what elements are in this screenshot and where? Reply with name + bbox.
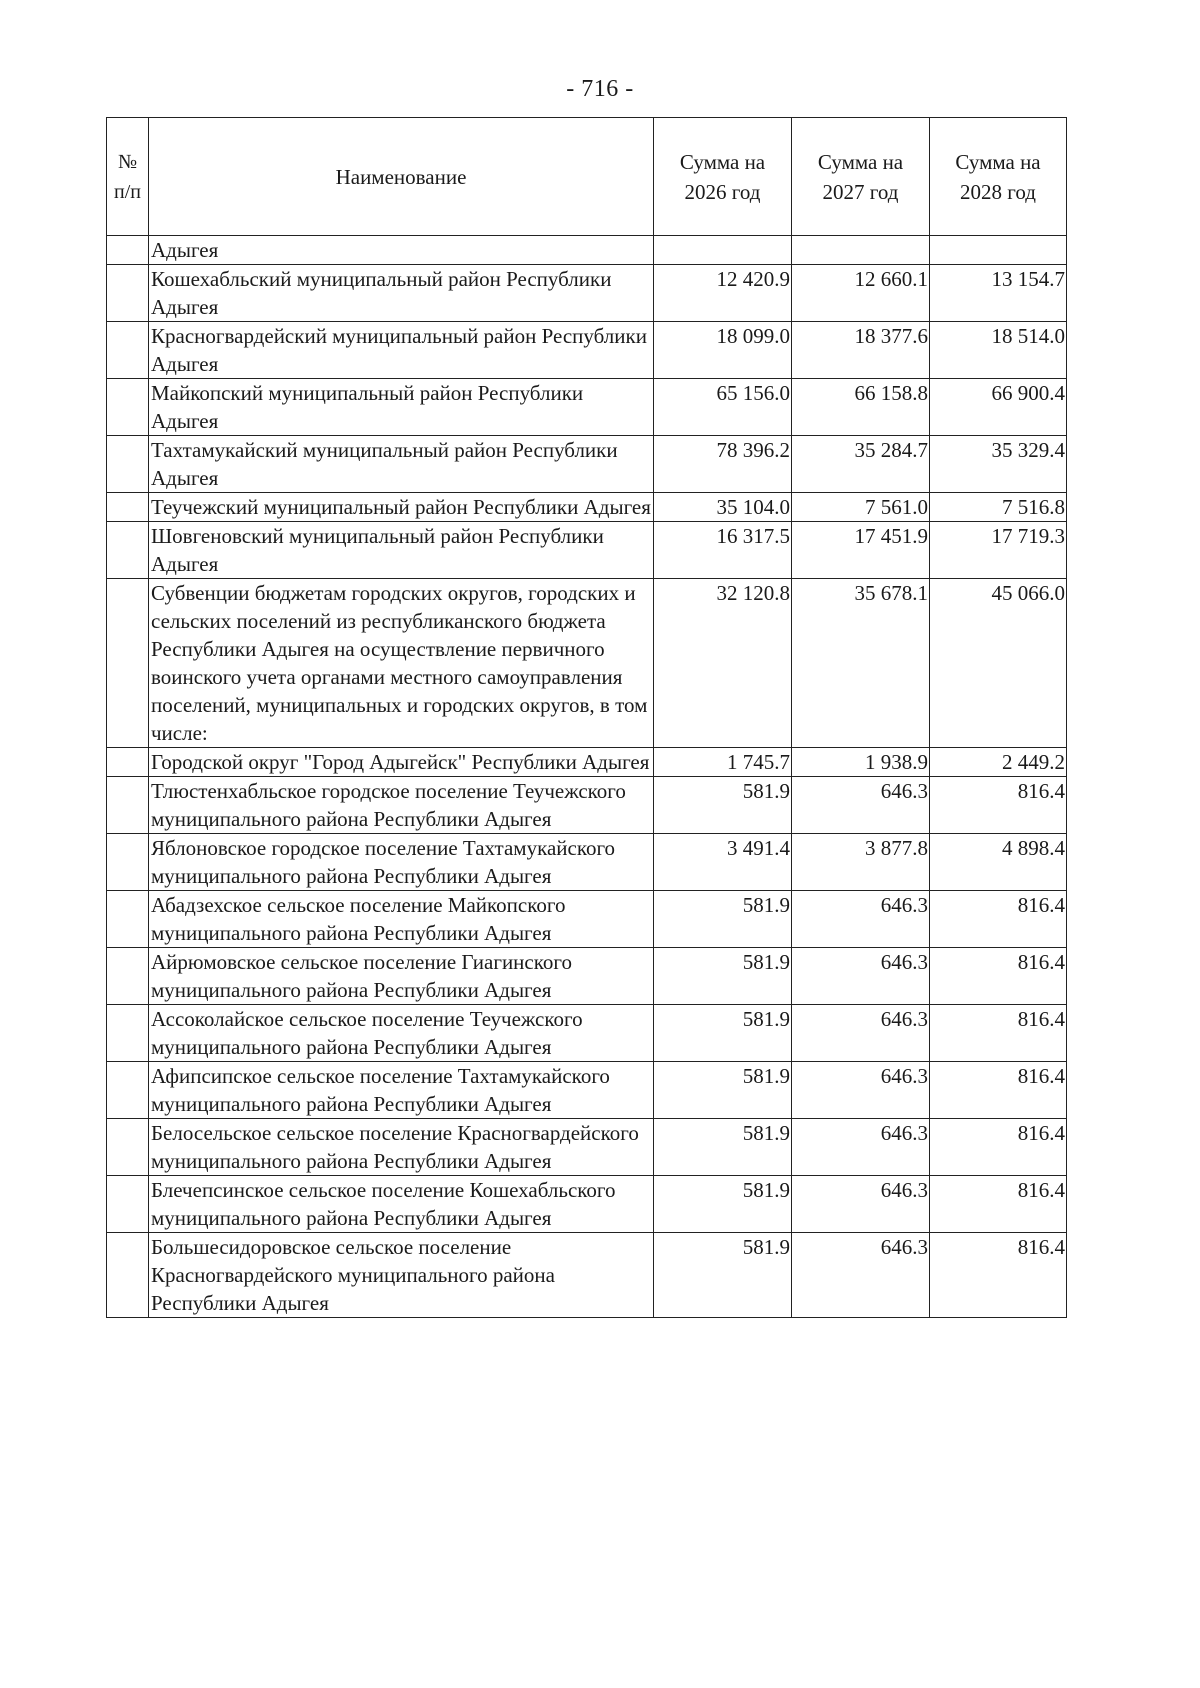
row-sum-2026: 581.9: [654, 1176, 792, 1233]
row-sum-2027: 646.3: [792, 1005, 930, 1062]
row-name: Субвенции бюджетам городских округов, городских и сельских поселений из республиканского бюджета Республики Адыгея на осуществление первичного воинского учета органами местного самоуправления поселений, муниципальных и городских округов, в том числе:: [149, 579, 654, 748]
row-number: [107, 948, 149, 1005]
row-number: [107, 436, 149, 493]
row-sum-2026: 581.9: [654, 1233, 792, 1318]
row-sum-2026: [654, 236, 792, 265]
table-row: [107, 834, 1067, 891]
row-sum-2027: 1 938.9: [792, 748, 930, 777]
table-row: [107, 1005, 1067, 1062]
row-sum-2026: 18 099.0: [654, 322, 792, 379]
row-name: Кошехабльский муниципальный район Республики Адыгея: [149, 265, 654, 322]
row-sum-2027: 18 377.6: [792, 322, 930, 379]
row-sum-2028: 816.4: [930, 1005, 1067, 1062]
table-row: [107, 1062, 1067, 1119]
table-row: [107, 236, 1067, 265]
row-number: [107, 1233, 149, 1318]
row-sum-2026: 16 317.5: [654, 522, 792, 579]
row-name: Городской округ "Город Адыгейск" Республики Адыгея: [149, 748, 654, 777]
table-row: [107, 1176, 1067, 1233]
row-number: [107, 379, 149, 436]
row-sum-2027: 7 561.0: [792, 493, 930, 522]
row-sum-2026: 3 491.4: [654, 834, 792, 891]
table-row: [107, 1119, 1067, 1176]
row-name: Майкопский муниципальный район Республики Адыгея: [149, 379, 654, 436]
table-row: [107, 436, 1067, 493]
row-name: Теучежский муниципальный район Республики Адыгея: [149, 493, 654, 522]
header-num: № п/п: [107, 118, 149, 236]
row-name: Афипсипское сельское поселение Тахтамукайского муниципального района Республики Адыгея: [149, 1062, 654, 1119]
table-row: [107, 265, 1067, 322]
table-row: [107, 579, 1067, 748]
row-sum-2026: 65 156.0: [654, 379, 792, 436]
row-sum-2026: 32 120.8: [654, 579, 792, 748]
row-name: Блечепсинское сельское поселение Кошехабльского муниципального района Республики Адыгея: [149, 1176, 654, 1233]
row-sum-2026: 581.9: [654, 777, 792, 834]
row-name: Белосельское сельское поселение Красногвардейского муниципального района Республики Адыгея: [149, 1119, 654, 1176]
row-sum-2026: 581.9: [654, 891, 792, 948]
table-row: [107, 891, 1067, 948]
row-number: [107, 322, 149, 379]
row-sum-2026: 78 396.2: [654, 436, 792, 493]
row-sum-2028: 17 719.3: [930, 522, 1067, 579]
row-sum-2027: 646.3: [792, 948, 930, 1005]
row-number: [107, 265, 149, 322]
header-sum-2026: Сумма на 2026 год: [654, 118, 792, 236]
header-name: Наименование: [149, 118, 654, 236]
row-sum-2026: 1 745.7: [654, 748, 792, 777]
row-sum-2027: 35 678.1: [792, 579, 930, 748]
row-sum-2027: [792, 236, 930, 265]
row-sum-2027: 66 158.8: [792, 379, 930, 436]
row-sum-2028: 816.4: [930, 777, 1067, 834]
row-sum-2028: 816.4: [930, 1062, 1067, 1119]
row-sum-2026: 581.9: [654, 948, 792, 1005]
row-sum-2028: 35 329.4: [930, 436, 1067, 493]
row-number: [107, 1176, 149, 1233]
row-name: Яблоновское городское поселение Тахтамукайского муниципального района Республики Адыгея: [149, 834, 654, 891]
row-number: [107, 522, 149, 579]
row-sum-2028: 816.4: [930, 1233, 1067, 1318]
row-sum-2027: 646.3: [792, 1176, 930, 1233]
row-sum-2028: 2 449.2: [930, 748, 1067, 777]
row-name: Тахтамукайский муниципальный район Республики Адыгея: [149, 436, 654, 493]
row-sum-2026: 581.9: [654, 1062, 792, 1119]
row-sum-2027: 646.3: [792, 777, 930, 834]
table-body: [107, 236, 1067, 1318]
row-sum-2027: 3 877.8: [792, 834, 930, 891]
header-sum-2027: Сумма на 2027 год: [792, 118, 930, 236]
row-sum-2028: 18 514.0: [930, 322, 1067, 379]
row-name: Красногвардейский муниципальный район Республики Адыгея: [149, 322, 654, 379]
row-sum-2028: [930, 236, 1067, 265]
header-row: [107, 118, 1067, 236]
table-row: [107, 948, 1067, 1005]
row-sum-2028: 66 900.4: [930, 379, 1067, 436]
page-number: - 716 -: [566, 76, 634, 102]
row-number: [107, 777, 149, 834]
table-row: [107, 379, 1067, 436]
row-number: [107, 1119, 149, 1176]
table-row: [107, 748, 1067, 777]
row-sum-2027: 646.3: [792, 891, 930, 948]
table-row: [107, 493, 1067, 522]
row-name: Тлюстенхабльское городское поселение Теучежского муниципального района Республики Адыгея: [149, 777, 654, 834]
row-number: [107, 891, 149, 948]
row-sum-2028: 816.4: [930, 1176, 1067, 1233]
row-sum-2028: 816.4: [930, 948, 1067, 1005]
row-sum-2027: 646.3: [792, 1233, 930, 1318]
row-sum-2028: 4 898.4: [930, 834, 1067, 891]
row-name: Абадзехское сельское поселение Майкопского муниципального района Республики Адыгея: [149, 891, 654, 948]
row-name: Шовгеновский муниципальный район Республики Адыгея: [149, 522, 654, 579]
table-header: [107, 118, 1067, 236]
budget-table: [106, 117, 1067, 1318]
row-sum-2028: 816.4: [930, 891, 1067, 948]
row-number: [107, 579, 149, 748]
row-number: [107, 236, 149, 265]
row-number: [107, 834, 149, 891]
row-sum-2026: 581.9: [654, 1119, 792, 1176]
row-sum-2027: 17 451.9: [792, 522, 930, 579]
row-sum-2028: 816.4: [930, 1119, 1067, 1176]
row-number: [107, 1005, 149, 1062]
table-row: [107, 777, 1067, 834]
row-sum-2026: 581.9: [654, 1005, 792, 1062]
row-number: [107, 1062, 149, 1119]
row-name: Айрюмовское сельское поселение Гиагинского муниципального района Республики Адыгея: [149, 948, 654, 1005]
table-row: [107, 1233, 1067, 1318]
header-sum-2028: Сумма на 2028 год: [930, 118, 1067, 236]
row-sum-2026: 35 104.0: [654, 493, 792, 522]
row-sum-2028: 45 066.0: [930, 579, 1067, 748]
row-name: Ассоколайское сельское поселение Теучежского муниципального района Республики Адыгея: [149, 1005, 654, 1062]
row-sum-2027: 646.3: [792, 1119, 930, 1176]
row-sum-2027: 12 660.1: [792, 265, 930, 322]
row-sum-2027: 35 284.7: [792, 436, 930, 493]
row-sum-2028: 7 516.8: [930, 493, 1067, 522]
table-row: [107, 522, 1067, 579]
row-sum-2026: 12 420.9: [654, 265, 792, 322]
row-sum-2028: 13 154.7: [930, 265, 1067, 322]
row-number: [107, 748, 149, 777]
row-number: [107, 493, 149, 522]
row-sum-2027: 646.3: [792, 1062, 930, 1119]
table-row: [107, 322, 1067, 379]
row-name: Адыгея: [149, 236, 654, 265]
row-name: Большесидоровское сельское поселение Красногвардейского муниципального района Республики Адыгея: [149, 1233, 654, 1318]
